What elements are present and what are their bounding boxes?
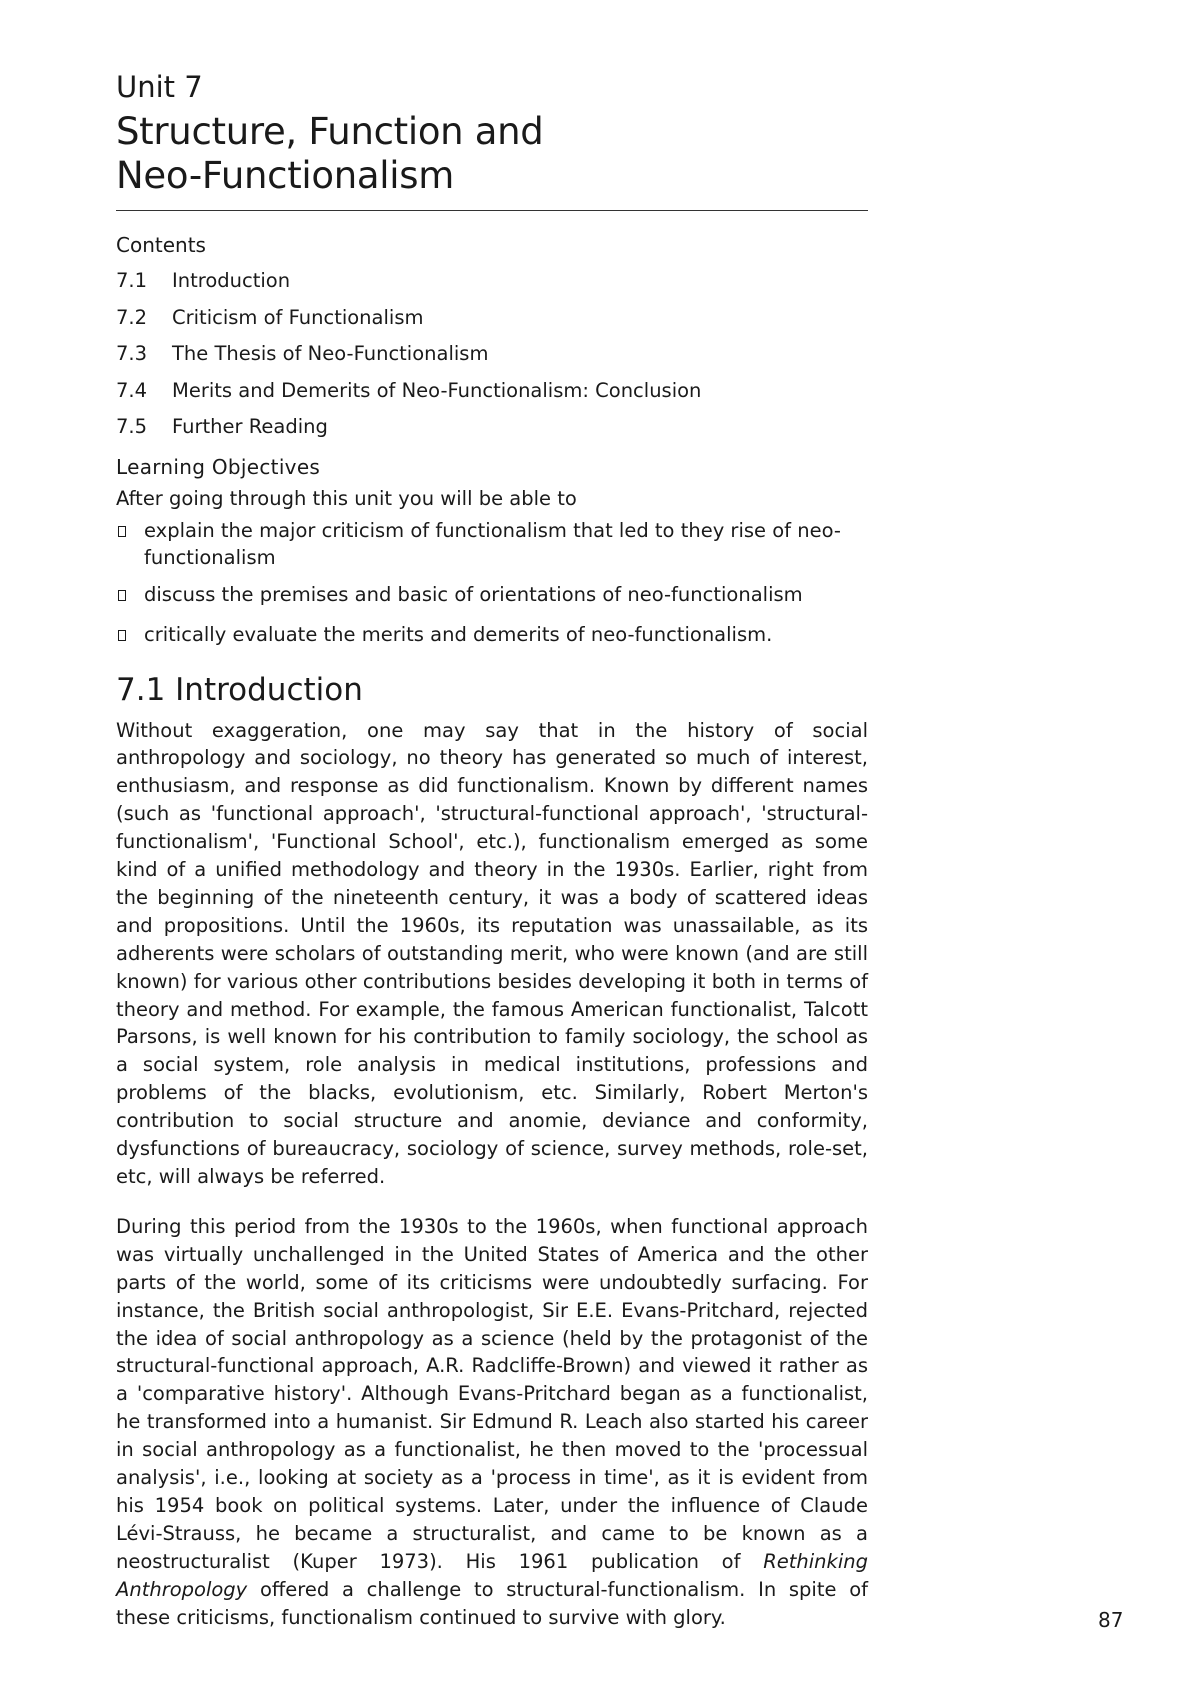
- contents-heading: Contents: [116, 233, 206, 257]
- toc-item: [116, 409, 868, 446]
- learning-objectives-list: [116, 517, 868, 651]
- bullet-icon: [116, 581, 144, 611]
- toc-item-number: 7.3: [116, 342, 148, 365]
- objective-text: critically evaluate the merits and demerits of neo-functionalism.: [144, 622, 773, 646]
- toc-item-label: Merits and Demerits of Neo-Functionalism: Conclusion: [172, 378, 702, 402]
- objective-item: [116, 621, 868, 651]
- toc-item-number: 7.2: [116, 305, 148, 329]
- page-number: 87: [1098, 1608, 1124, 1632]
- unit-label: Unit 7: [116, 70, 203, 104]
- objective-text: discuss the premises and basic of orientations of neo-functionalism: [144, 582, 803, 606]
- toc-item-label: The Thesis of Neo-Functionalism: [172, 342, 489, 365]
- toc-item-label: Criticism of Functionalism: [172, 305, 424, 329]
- unit-title: [116, 110, 868, 198]
- toc-item-number: 7.1: [116, 269, 148, 292]
- toc-item: [116, 373, 868, 410]
- objective-item: [116, 581, 868, 611]
- document-page: [116, 70, 868, 1632]
- toc-item: [116, 336, 868, 373]
- body-paragraph: Without exaggeration, one may say that in the history of social anthropology and sociology, no theory has generated so much of interest, enthusiasm, and response as did functionalism. Known by different names (such as 'functional approach', 'structural-functional approach', 'structural-functionalism', 'Functional School', etc.), functionalism emerged as some kind of a unified methodology and theory in the 1930s. Earlier, right from the beginning of the nineteenth century, it was a body of scattered ideas and propositions. Until the 1960s, its reputation was unassailable, as its adherents were scholars of outstanding merit, who were known (and are still known) for various other contributions besides developing it both in terms of theory and method. For example, the famous American functionalist, Talcott Parsons, is well known for his contribution to family sociology, the school as a social system, role analysis in medical institutions, professions and problems of the blacks, evolutionism, etc. Similarly, Robert Merton's contribution to social structure and anomie, deviance and conformity, dysfunctions of bureaucracy, sociology of science, survey methods, role-set, etc, will always be referred.: [116, 718, 868, 1188]
- learning-objectives-heading: Learning Objectives: [116, 454, 321, 479]
- toc-item-number: 7.5: [116, 415, 148, 438]
- toc-item-number: 7.4: [116, 378, 148, 402]
- unit-title-line-1: Structure, Function and: [116, 110, 544, 153]
- paragraph-text: During this period from the 1930s to the 1960s, when functional approach was virtually unchallenged in the United States of America and the other parts of the world, some of its criticisms were undoubtedly surfacing. For instance, the British social anthropologist, Sir E.E. Evans-Pritchard, rejected the idea of social anthropology as a science (held by the protagonist of the structural-functional approach, A.R. Radcliffe-Brown) and viewed it rather as a 'comparative history'. Although Evans-Pritchard began as a functionalist, he transformed into a humanist. Sir Edmund R. Leach also started his career in social anthropology as a functionalist, he then moved to the 'processual analysis', i.e., looking at society as a 'process in time', as it is evident from his 1954 book on political systems. Later, under the influence of Claude Lévi-Strauss, he became a structuralist, and came to be known as a neostructuralist (Kuper 1973). His 1961 publication of: [116, 1214, 868, 1573]
- bullet-icon: [116, 621, 144, 651]
- learning-objectives-intro: After going through this unit you will be able to: [116, 486, 577, 510]
- toc-item: [116, 263, 868, 300]
- book-title: Rethinking Anthropology: [116, 1549, 868, 1601]
- paragraph-text: offered a challenge to structural-functionalism. In spite of these criticisms, functionalism continued to survive with glory.: [116, 1577, 868, 1629]
- bullet-icon: [116, 517, 144, 571]
- body-paragraph: [116, 1213, 868, 1632]
- toc-item-label: Introduction: [172, 269, 291, 292]
- title-divider: [116, 210, 868, 211]
- objective-text: explain the major criticism of functionalism that led to they rise of neo-functionalism: [144, 518, 841, 569]
- toc-item: [116, 300, 868, 337]
- table-of-contents: [116, 263, 868, 446]
- objective-item: [116, 517, 868, 571]
- unit-title-line-2: Neo-Functionalism: [116, 154, 454, 197]
- section-heading: 7.1 Introduction: [116, 671, 363, 708]
- toc-item-label: Further Reading: [172, 415, 328, 438]
